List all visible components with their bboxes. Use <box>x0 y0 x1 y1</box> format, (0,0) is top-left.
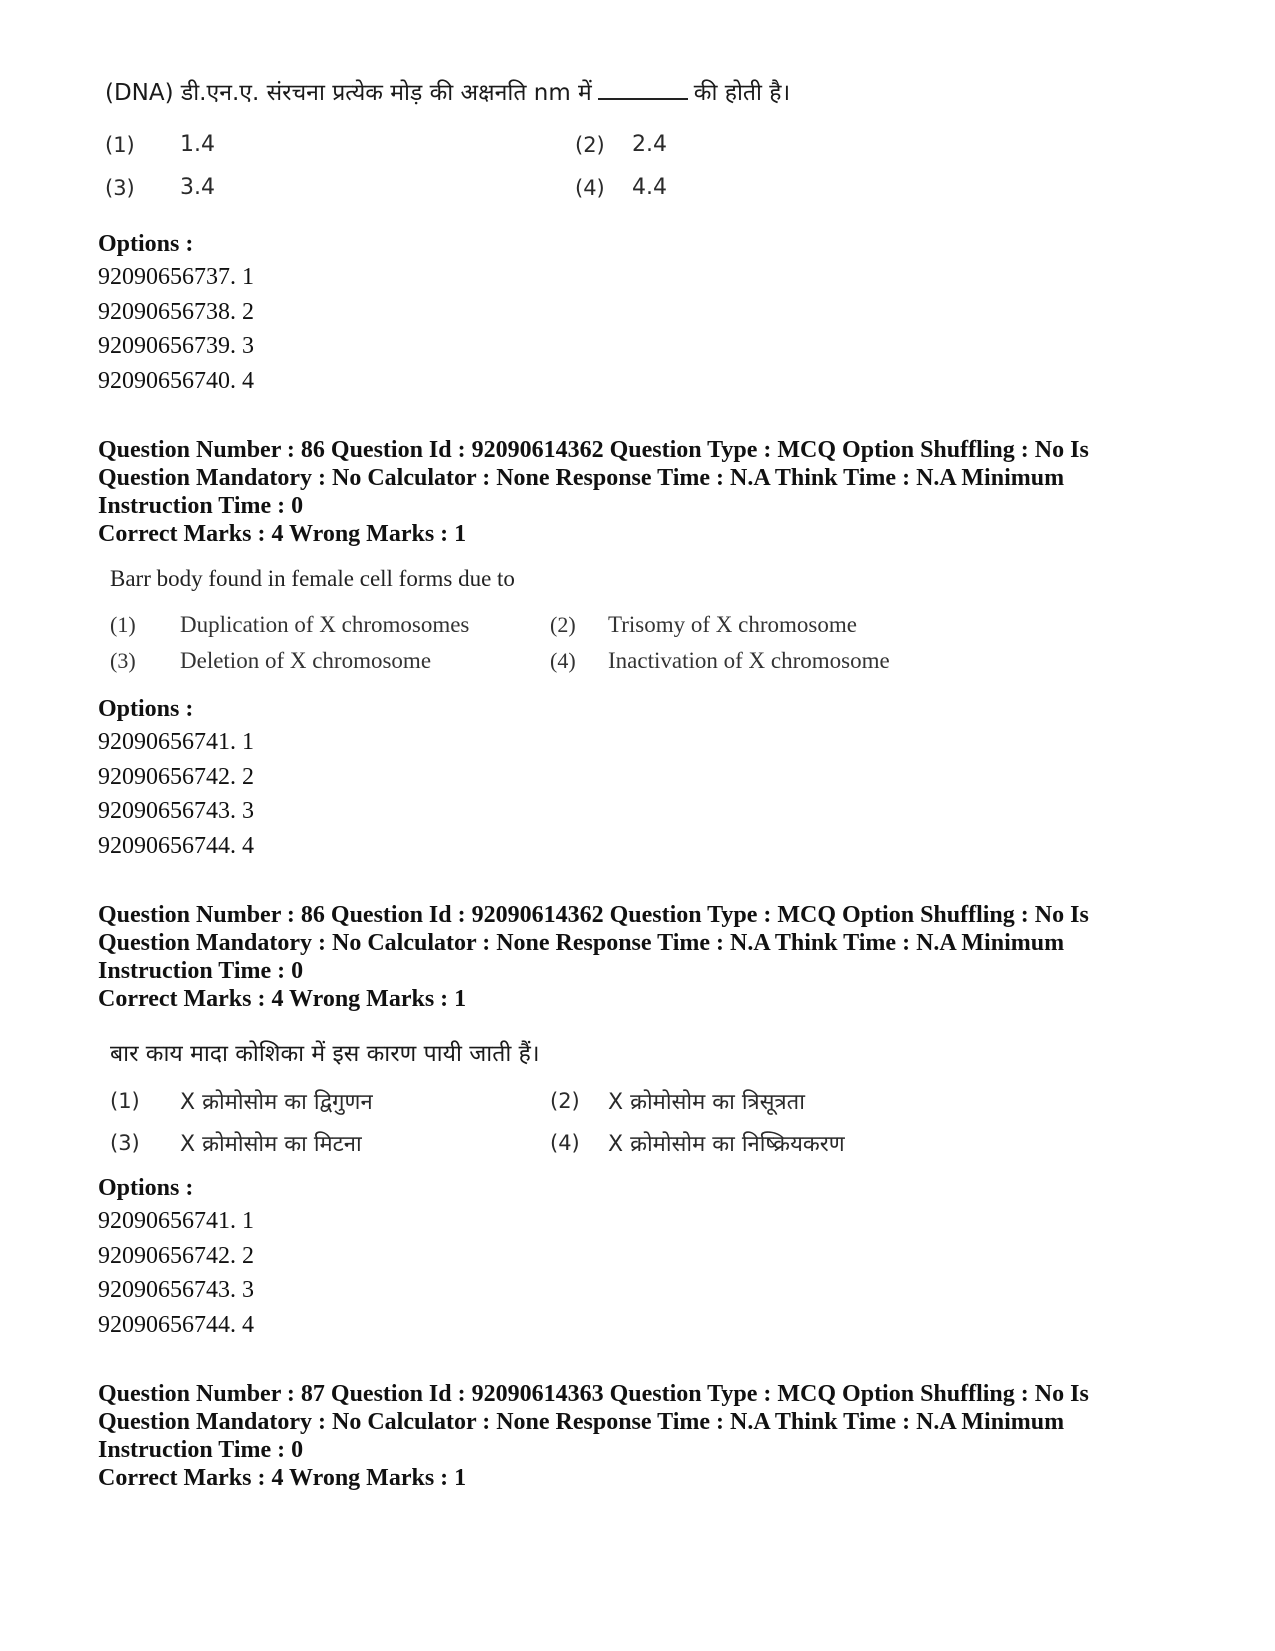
choice-text: Trisomy of X chromosome <box>608 612 857 637</box>
question-text <box>105 75 790 107</box>
marks-info: Correct Marks : 4 Wrong Marks : 1 <box>98 521 467 547</box>
choice-number: (1) <box>105 132 135 157</box>
choice-number: (3) <box>110 1131 140 1155</box>
marks-info: Correct Marks : 4 Wrong Marks : 1 <box>98 986 467 1012</box>
question-meta: Question Number : 86 Question Id : 92090614362 Question Type : MCQ Option Shuffling : No Is Question Mandatory : No Calculator : None Response Time : N.A Think Time : N.A Minimum Instruction Time : 0 <box>98 902 1089 984</box>
choice-text: Duplication of X chromosomes <box>180 612 470 637</box>
option-id: 92090656740. 4 <box>98 367 254 394</box>
option-id: 92090656739. 3 <box>98 333 254 359</box>
options-label: Options : <box>98 696 194 722</box>
option-id: 92090656742. 2 <box>98 1242 254 1269</box>
option-id: 92090656743. 3 <box>98 798 254 824</box>
choice-text: X क्रोमोसोम का मिटना <box>180 1132 362 1157</box>
choice-number: (4) <box>550 648 576 673</box>
choice-text: X क्रोमोसोम का निष्क्रियकरण <box>608 1132 845 1157</box>
choice-text: Inactivation of X chromosome <box>608 648 890 673</box>
choice-text: X क्रोमोसोम का द्विगुणन <box>180 1090 373 1115</box>
answer-choices <box>110 612 1008 674</box>
choice-number: (1) <box>110 1089 140 1113</box>
choice-number: (4) <box>550 1131 580 1155</box>
choice-number: (2) <box>550 612 576 637</box>
choice-number: (4) <box>575 175 605 200</box>
choice-number: (2) <box>575 132 605 157</box>
choice-number: (2) <box>550 1089 580 1113</box>
choice-text: 3.4 <box>180 175 215 200</box>
question-text: बार काय मादा कोशिका में इस कारण पायी जाती हैं। <box>110 1041 540 1067</box>
option-id-list <box>98 1204 254 1342</box>
option-id: 92090656744. 4 <box>98 832 254 859</box>
option-id: 92090656737. 1 <box>98 264 254 290</box>
choice-text: Deletion of X chromosome <box>180 648 432 673</box>
option-id: 92090656741. 1 <box>98 1208 254 1234</box>
options-label: Options : <box>98 231 194 257</box>
choice-text: 2.4 <box>632 132 667 157</box>
question-text: Barr body found in female cell forms due to <box>110 566 515 591</box>
option-id: 92090656744. 4 <box>98 1311 254 1338</box>
question-text-part: (DNA) डी.एन.ए. संरचना प्रत्येक मोड़ की अक्षनति nm में <box>105 80 592 106</box>
question-meta: Question Number : 86 Question Id : 92090614362 Question Type : MCQ Option Shuffling : No Is Question Mandatory : No Calculator : None Response Time : N.A Think Time : N.A Minimum Instruction Time : 0 <box>98 437 1089 519</box>
option-id: 92090656741. 1 <box>98 729 254 755</box>
answer-choices <box>110 1086 1008 1158</box>
marks-info: Correct Marks : 4 Wrong Marks : 1 <box>98 1465 467 1491</box>
option-id-list <box>98 260 254 398</box>
answer-blank <box>598 98 688 100</box>
choice-number: (1) <box>110 612 136 637</box>
option-id: 92090656738. 2 <box>98 298 254 325</box>
choice-number: (3) <box>105 175 135 200</box>
choice-text: 4.4 <box>632 175 667 200</box>
question-text-part: की होती है। <box>693 80 791 106</box>
option-id: 92090656742. 2 <box>98 763 254 790</box>
answer-choices <box>105 132 832 200</box>
option-id: 92090656743. 3 <box>98 1277 254 1303</box>
choice-text: 1.4 <box>180 132 215 157</box>
choice-number: (3) <box>110 648 136 673</box>
option-id-list <box>98 725 254 863</box>
question-meta: Question Number : 87 Question Id : 92090614363 Question Type : MCQ Option Shuffling : No Is Question Mandatory : No Calculator : None Response Time : N.A Think Time : N.A Minimum Instruction Time : 0 <box>98 1381 1089 1463</box>
options-label: Options : <box>98 1175 194 1201</box>
choice-text: X क्रोमोसोम का त्रिसूत्रता <box>608 1090 805 1115</box>
